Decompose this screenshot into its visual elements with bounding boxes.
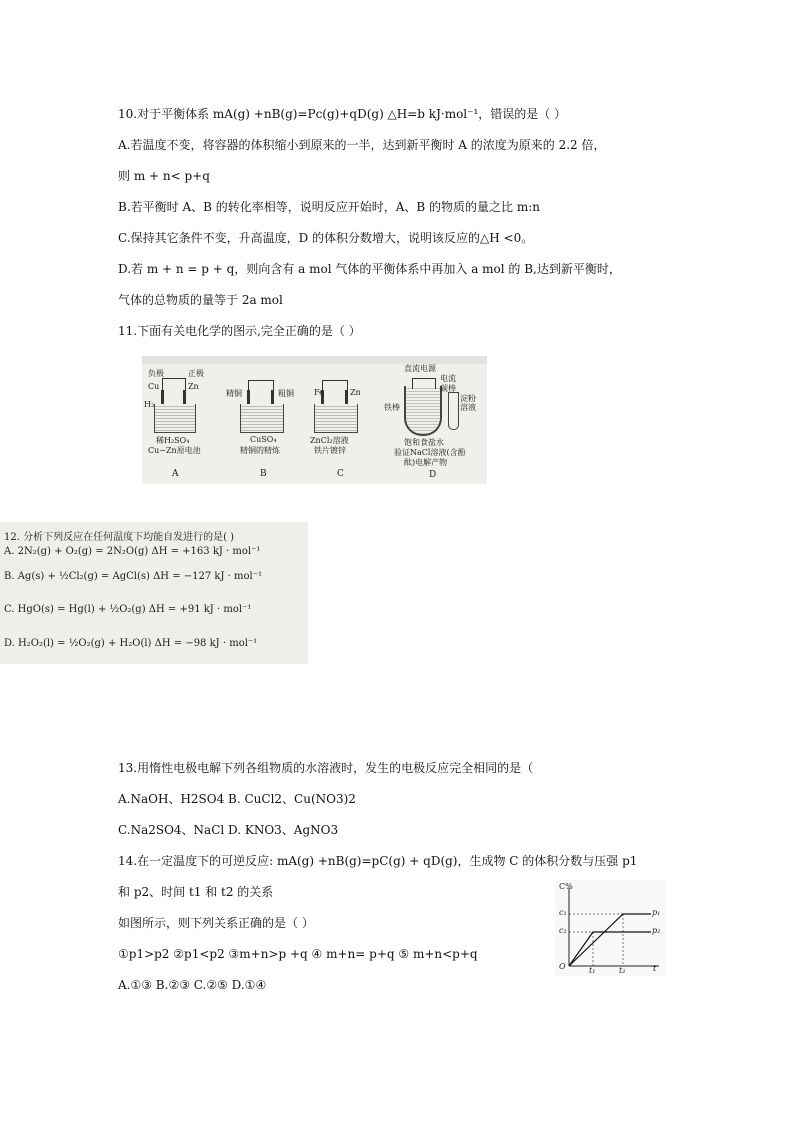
cell-d-brine-label: 饱和食盐水	[404, 438, 444, 447]
cell-a-cu-label: Cu	[148, 382, 160, 391]
cell-b-crude-cu-label: 粗铜	[278, 389, 294, 398]
q12-option-d: D. H₂O₂(l) = ½O₂(g) + H₂O(l) ΔH = −98 kJ · mol⁻¹	[4, 638, 258, 649]
cell-d-test-tube	[448, 392, 459, 430]
cell-d-title-label-2: 酞)电解产物	[404, 458, 448, 467]
graph-p2-label: p₂	[652, 926, 661, 935]
graph-origin: O	[559, 962, 566, 971]
option-d-caption: D	[429, 470, 437, 480]
q14-graph	[555, 880, 665, 976]
cell-a-h2-label: H₂	[144, 400, 155, 409]
q13-stem: 13.用惰性电极电解下列各组物质的水溶液时，发生的电极反应完全相同的是（	[118, 761, 534, 775]
q12-option-b: B. Ag(s) + ½Cl₂(g) = AgCl(s) ΔH = −127 kJ · mol⁻¹	[4, 571, 262, 582]
option-c-caption: C	[337, 469, 344, 479]
cell-c-beaker	[314, 404, 358, 433]
cell-a-title-label: Cu−Zn原电池	[148, 446, 201, 455]
cell-d-power-label: 直流电源	[404, 364, 436, 373]
graph-t1-label: t₁	[589, 966, 596, 975]
q13-options-cd: C.Na2SO4、NaCl D. KNO3、AgNO3	[118, 823, 339, 837]
option-a-caption: A	[172, 469, 179, 479]
cell-a-solution-label: 稀H₂SO₄	[156, 436, 190, 445]
electrochemistry-figure	[142, 356, 487, 484]
q12-stem: 12. 分析下列反应在任何温度下均能自发进行的是( )	[4, 532, 235, 543]
cell-b-pure-cu-label: 精铜	[226, 389, 242, 398]
curve-p2	[569, 932, 651, 966]
cell-d-wire	[412, 378, 436, 389]
cell-c-title-label: 铁片镀锌	[314, 446, 346, 455]
q14-stem-line1: 14.在一定温度下的可逆反应: mA(g) +nB(g)=pC(g) + qD(g)，生成物 C 的体积分数与压强 p1	[118, 854, 638, 868]
cell-d-u-tube	[404, 386, 442, 436]
q12-option-c: C. HgO(s) = Hg(l) + ½O₂(g) ΔH = +91 kJ · mol⁻¹	[4, 604, 252, 615]
q12-scanned-block	[0, 522, 308, 664]
cell-c-solution-label: ZnCl₂溶液	[310, 436, 349, 445]
q10-option-d-line1: D.若 m + n = p + q，则向含有 a mol 气体的平衡体系中再加入 a mol 的 B,达到新平衡时，	[118, 262, 621, 276]
cell-a-negative-label: 负极	[148, 369, 164, 378]
cell-b-title-label: 精铜的精炼	[240, 446, 280, 455]
graph-c2-label: c₂	[559, 926, 567, 935]
q12-option-a: A. 2N₂(g) + O₂(g) = 2N₂O(g) ΔH = +163 kJ · mol⁻¹	[4, 546, 261, 557]
cell-a-positive-label: 正极	[188, 369, 204, 378]
graph-ylabel: C%	[559, 882, 573, 891]
cell-d-title-label-1: 验证NaCl溶液(含酚	[394, 448, 466, 457]
cell-d-current-label: 电流	[440, 374, 456, 383]
q10-stem: 10.对于平衡体系 mA(g) +nB(g)=Pc(g)+qD(g) △H=b kJ·mol⁻¹，错误的是（ ）	[118, 107, 567, 121]
q14-stem-line2: 和 p2、时间 t1 和 t2 的关系	[118, 885, 274, 899]
graph-t2-label: t₂	[619, 966, 626, 975]
q10-option-b: B.若平衡时 A、B 的转化率相等，说明反应开始时，A、B 的物质的量之比 m:n	[118, 200, 541, 214]
cell-d-starch-label: 淀粉溶液	[460, 394, 476, 412]
cell-b-solution-label: CuSO₄	[250, 435, 277, 444]
q10-option-c: C.保持其它条件不变，升高温度，D 的体积分数增大，说明该反应的△H <0。	[118, 231, 534, 245]
cell-d-iron-label: 铁棒	[384, 403, 400, 412]
q14-graph-svg	[555, 880, 665, 976]
q14-answer-options: A.①③ B.②③ C.②⑤ D.①④	[118, 978, 267, 992]
graph-p1-label: p₁	[652, 908, 661, 917]
graph-t-label: t	[653, 964, 657, 973]
q10-option-a-line1: A.若温度不变，将容器的体积缩小到原来的一半，达到新平衡时 A 的浓度为原来的 2.2 倍，	[118, 138, 606, 152]
cell-b-beaker	[240, 404, 284, 433]
q13-options-ab: A.NaOH、H2SO4 B. CuCl2、Cu(NO3)2	[118, 792, 356, 806]
graph-c1-label: c₁	[559, 908, 567, 917]
option-b-caption: B	[260, 469, 267, 479]
cell-a-zn-label: Zn	[188, 382, 199, 391]
q10-option-d-line2: 气体的总物质的量等于 2a mol	[118, 293, 283, 307]
cell-c-fe-label: Fe	[314, 388, 324, 397]
q10-option-a-line2: 则 m + n< p+q	[118, 169, 210, 183]
curve-p1	[569, 914, 651, 966]
q14-stem-line3: 如图所示，则下列关系正确的是（ ）	[118, 916, 314, 930]
q11-stem: 11.下面有关电化学的图示,完全正确的是（ ）	[118, 324, 361, 338]
q14-statement-items: ①p1>p2 ②p1<p2 ③m+n>p +q ④ m+n= p+q ⑤ m+n<p+q	[118, 947, 478, 961]
cell-a-beaker	[154, 404, 196, 433]
cell-c-zn-label: Zn	[350, 388, 361, 397]
cell-d-carbon-label: 碳棒	[440, 384, 456, 393]
